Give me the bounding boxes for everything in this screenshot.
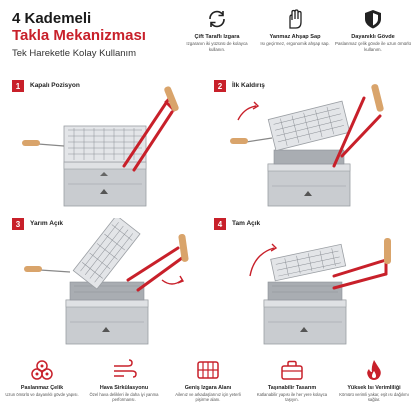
bottom-feature-heat-efficiency xyxy=(334,358,414,403)
bottom-feature-desc: Kömürü verimli yakar, eşit ısı dağılımı sağlar. xyxy=(339,392,409,403)
title-line-1: 4 Kademeli xyxy=(12,10,92,27)
top-feature-wood-handle xyxy=(256,6,334,47)
panel-half-open xyxy=(12,218,212,348)
panel-first-lift xyxy=(214,80,414,210)
bottom-feature-title: Hava Sirkülasyonu xyxy=(99,385,149,391)
hand-icon xyxy=(281,6,309,32)
bottom-feature-title: Yüksek Isı Verimliliği xyxy=(347,385,401,391)
header xyxy=(0,0,416,76)
top-feature-durable-body xyxy=(334,6,412,52)
grill-half-open-illustration xyxy=(12,218,212,348)
bottom-feature-desc: Katlanabilir yapısı ile her yere kolayca taşıyın. xyxy=(256,392,328,403)
bottom-feature-title: Geniş Izgara Alanı xyxy=(184,385,232,391)
top-feature-desc: Isı geçirmez, ergonomik ahşap sap. xyxy=(260,41,330,46)
bottom-feature-title: Paslanmaz Çelik xyxy=(20,385,64,391)
panel-label: Yarım Açık xyxy=(30,220,64,227)
briefcase-icon xyxy=(277,358,307,382)
flame-icon xyxy=(359,358,389,382)
grill-grid-icon xyxy=(193,358,223,382)
subtitle: Tek Hareketle Kolay Kullanım xyxy=(12,48,137,59)
bottom-feature-air-circulation xyxy=(84,358,164,403)
bottom-feature-stainless-steel xyxy=(2,358,82,397)
steel-rolls-icon xyxy=(27,358,57,382)
panel-label: Tam Açık xyxy=(232,220,261,227)
bottom-feature-desc: Özel hava delikleri ile daha iyi yanma performansı. xyxy=(89,392,159,403)
grill-first-lift-illustration xyxy=(214,80,414,210)
panel-fully-open xyxy=(214,218,414,348)
panel-label: Kapalı Pozisyon xyxy=(30,82,80,89)
bottom-feature-title: Taşınabilir Tasarım xyxy=(267,385,317,391)
bottom-features xyxy=(0,352,416,416)
bottom-feature-desc: Ailenız ve arkadaşlarınız için yeterli pişirme alanı. xyxy=(175,392,241,403)
top-feature-double-sided xyxy=(178,6,256,52)
refresh-icon xyxy=(203,6,231,32)
panel-closed-position xyxy=(12,80,212,210)
top-feature-title: Dayanıklı Gövde xyxy=(351,34,395,40)
airflow-icon xyxy=(109,358,139,382)
top-feature-title: Çift Taraflı Izgara xyxy=(194,34,240,40)
panel-label: İlk Kaldırış xyxy=(232,82,265,89)
top-feature-title: Yanmaz Ahşap Sap xyxy=(269,34,321,40)
panel-number: 2 xyxy=(214,80,226,92)
panel-number: 1 xyxy=(12,80,24,92)
panel-number: 4 xyxy=(214,218,226,230)
grill-closed-illustration xyxy=(12,80,212,210)
bottom-feature-portable xyxy=(252,358,332,403)
title-line-2: Takla Mekanizması xyxy=(12,27,146,44)
shield-icon xyxy=(359,6,387,32)
grill-fully-open-illustration xyxy=(214,218,414,348)
top-feature-desc: Paslanmaz çelik gövde ile uzun ömürlü kullanım. xyxy=(335,41,411,52)
bottom-feature-wide-grill xyxy=(168,358,248,403)
bottom-feature-desc: Uzun ömürlü ve dayanıklı gövde yapısı. xyxy=(5,392,79,397)
top-feature-desc: Izgaranın iki yüzünü de kolayca kullanın. xyxy=(186,41,248,52)
panel-number: 3 xyxy=(12,218,24,230)
